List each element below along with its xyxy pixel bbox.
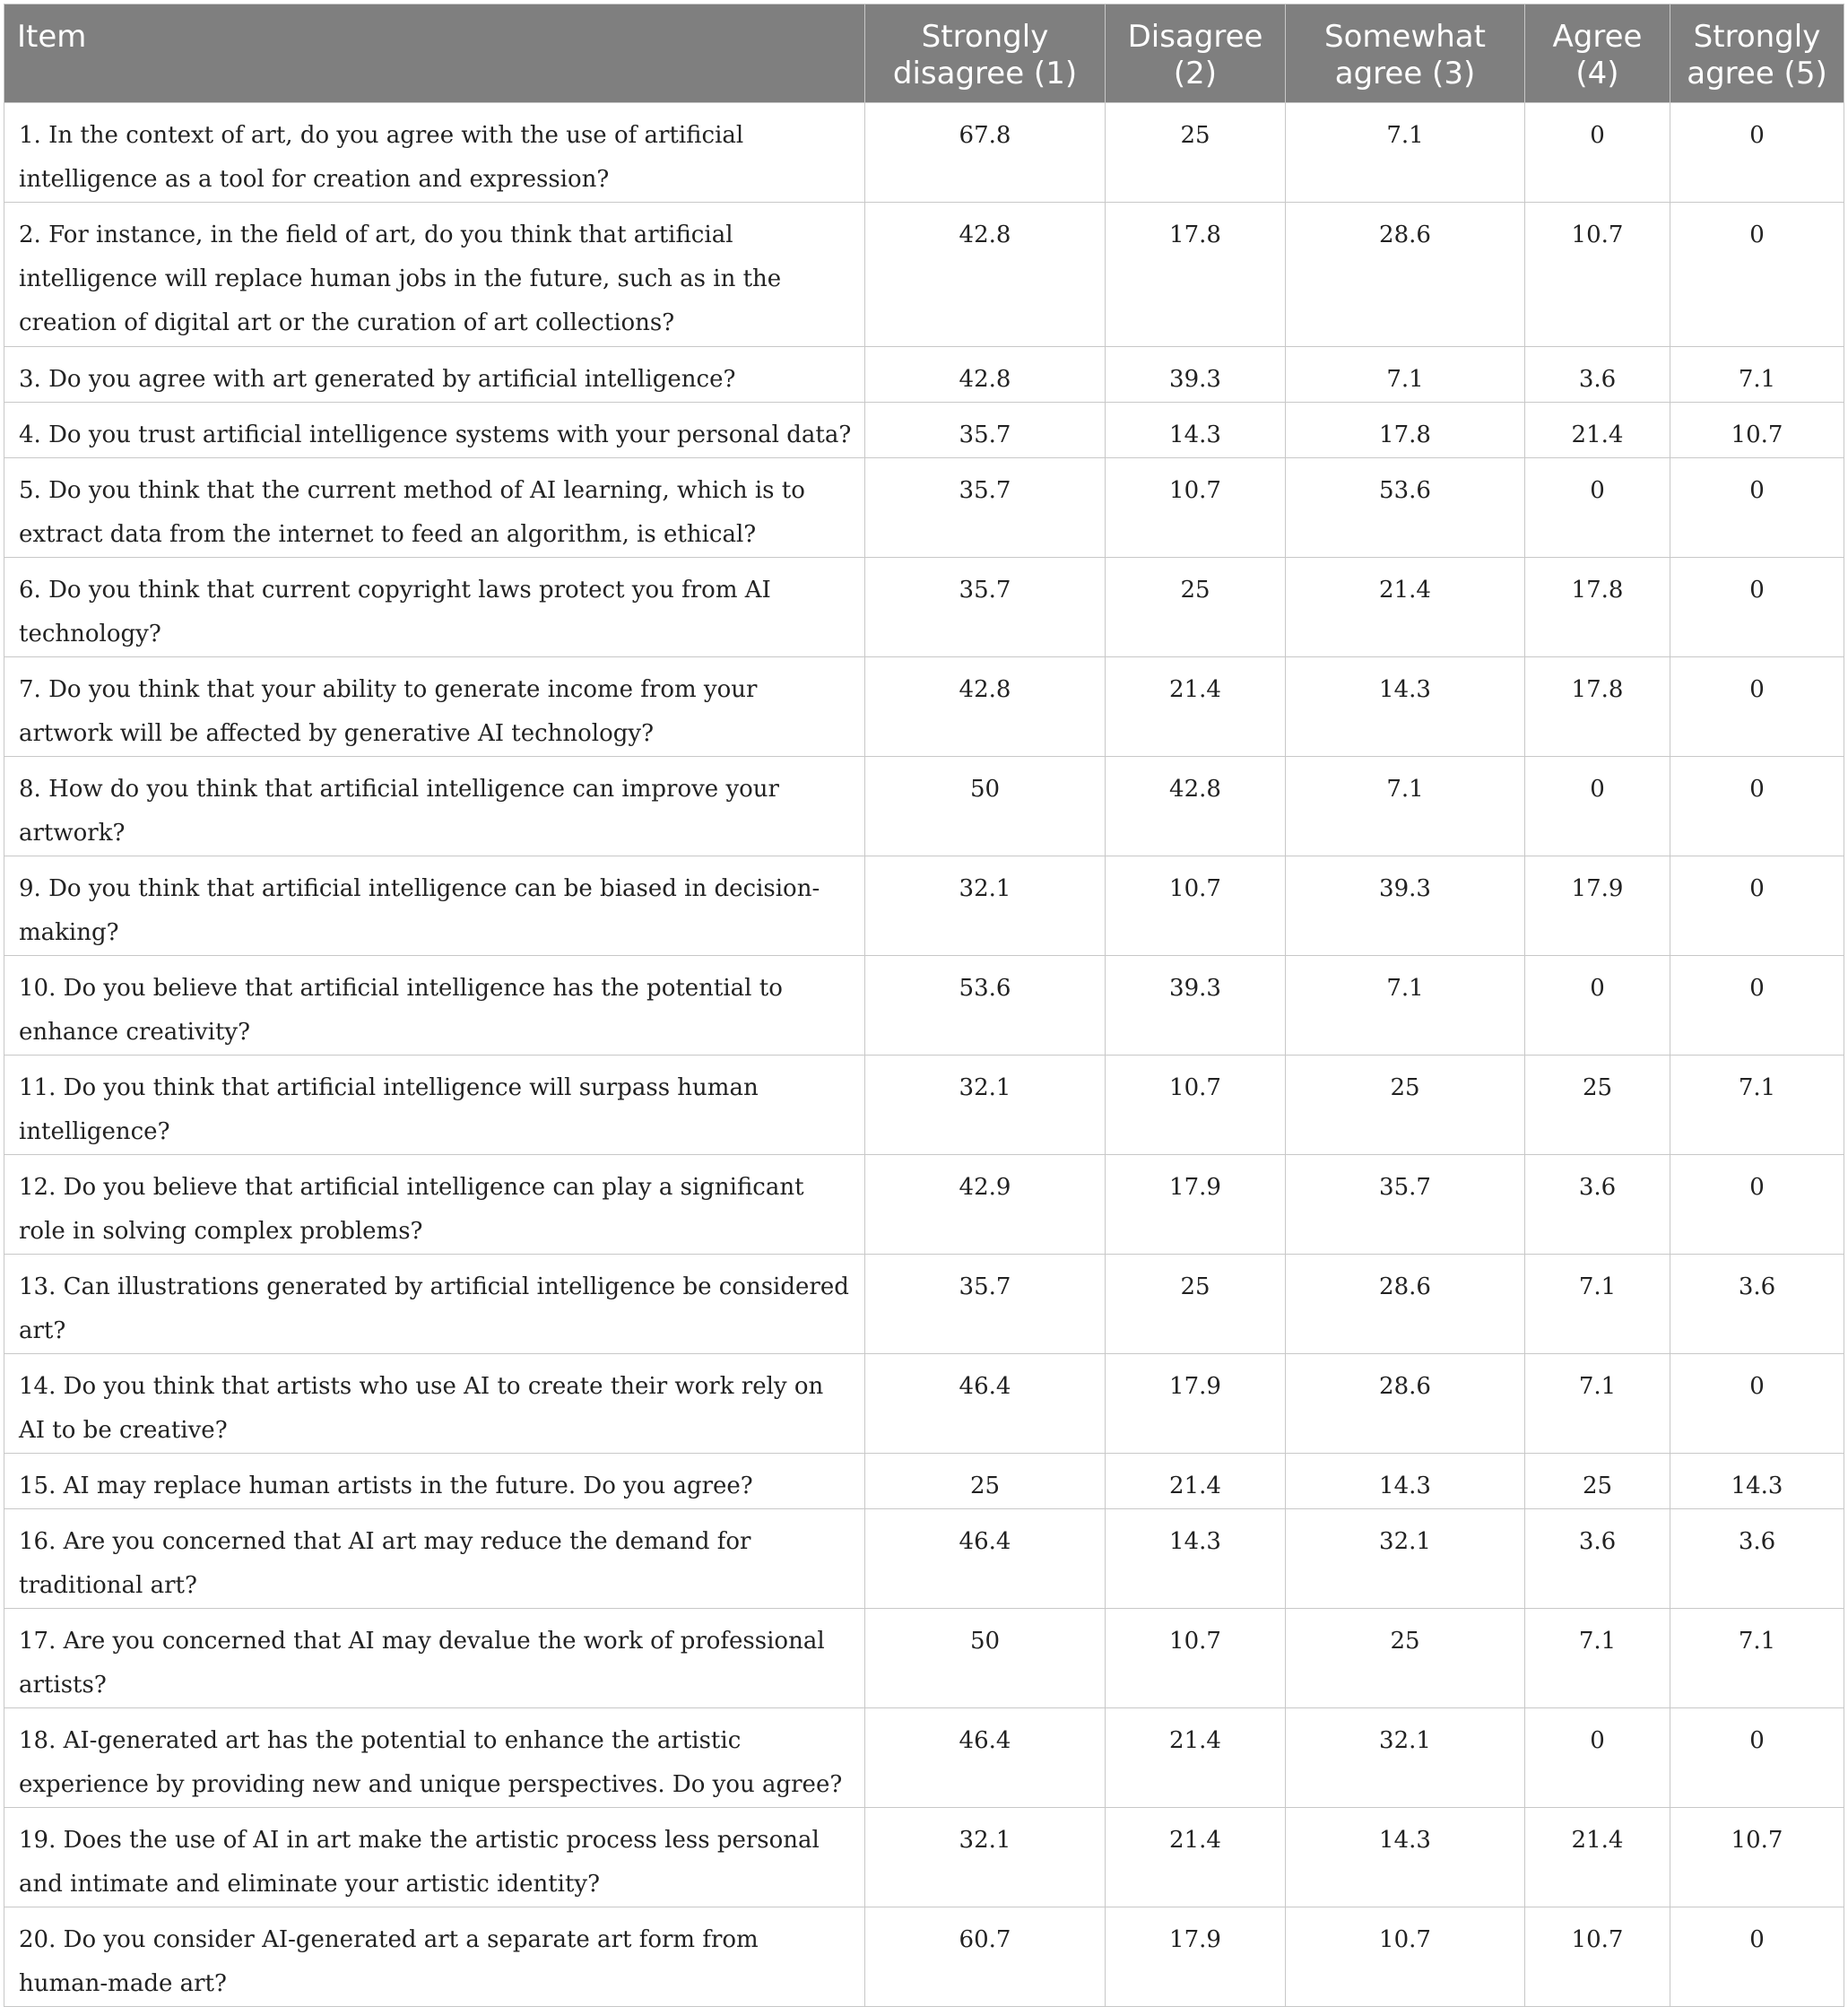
value-cell-strongly-disagree: 35.7: [865, 403, 1106, 458]
value-cell-strongly-agree: 0: [1670, 657, 1844, 757]
value-cell-disagree: 17.8: [1106, 203, 1286, 347]
value-cell-somewhat-agree: 21.4: [1286, 558, 1525, 657]
value-cell-somewhat-agree: 14.3: [1286, 1808, 1525, 1907]
item-cell: 14. Do you think that artists who use AI to create their work rely on AI to be creative?: [4, 1354, 865, 1454]
value-cell-agree: 3.6: [1525, 1155, 1670, 1255]
value-cell-disagree: 14.3: [1106, 1509, 1286, 1609]
value-cell-disagree: 10.7: [1106, 856, 1286, 956]
value-cell-strongly-disagree: 42.8: [865, 347, 1106, 403]
item-cell: 3. Do you agree with art generated by artificial intelligence?: [4, 347, 865, 403]
value-cell-strongly-disagree: 50: [865, 757, 1106, 856]
value-cell-strongly-agree: 0: [1670, 757, 1844, 856]
value-cell-strongly-disagree: 67.8: [865, 103, 1106, 203]
value-cell-disagree: 39.3: [1106, 956, 1286, 1056]
value-cell-somewhat-agree: 39.3: [1286, 856, 1525, 956]
value-cell-disagree: 21.4: [1106, 1454, 1286, 1509]
value-cell-strongly-agree: 10.7: [1670, 1808, 1844, 1907]
value-cell-strongly-disagree: 25: [865, 1454, 1106, 1509]
value-cell-strongly-agree: 7.1: [1670, 347, 1844, 403]
value-cell-strongly-disagree: 32.1: [865, 856, 1106, 956]
value-cell-somewhat-agree: 25: [1286, 1609, 1525, 1708]
value-cell-agree: 10.7: [1525, 1907, 1670, 2007]
value-cell-somewhat-agree: 7.1: [1286, 103, 1525, 203]
value-cell-agree: 25: [1525, 1056, 1670, 1155]
value-cell-agree: 7.1: [1525, 1609, 1670, 1708]
value-cell-strongly-agree: 3.6: [1670, 1509, 1844, 1609]
table-row: [4, 1255, 1844, 1354]
value-cell-disagree: 17.9: [1106, 1907, 1286, 2007]
value-cell-agree: 0: [1525, 956, 1670, 1056]
column-header-agree: Agree (4): [1525, 4, 1670, 103]
value-cell-strongly-disagree: 35.7: [865, 1255, 1106, 1354]
table-row: [4, 1056, 1844, 1155]
value-cell-strongly-agree: 0: [1670, 956, 1844, 1056]
table-row: [4, 458, 1844, 558]
value-cell-agree: 21.4: [1525, 1808, 1670, 1907]
value-cell-somewhat-agree: 14.3: [1286, 657, 1525, 757]
value-cell-agree: 3.6: [1525, 347, 1670, 403]
value-cell-disagree: 10.7: [1106, 458, 1286, 558]
value-cell-disagree: 25: [1106, 1255, 1286, 1354]
item-cell: 13. Can illustrations generated by artificial intelligence be considered art?: [4, 1255, 865, 1354]
value-cell-strongly-agree: 0: [1670, 203, 1844, 347]
value-cell-somewhat-agree: 7.1: [1286, 956, 1525, 1056]
table-row: [4, 856, 1844, 956]
table-row: [4, 1708, 1844, 1808]
value-cell-agree: 17.8: [1525, 657, 1670, 757]
table-row: [4, 757, 1844, 856]
table-row: [4, 558, 1844, 657]
value-cell-strongly-disagree: 42.9: [865, 1155, 1106, 1255]
item-cell: 5. Do you think that the current method of AI learning, which is to extract data from the internet to feed an algorithm, is ethical?: [4, 458, 865, 558]
table-row: [4, 1354, 1844, 1454]
value-cell-strongly-agree: 14.3: [1670, 1454, 1844, 1509]
table-row: [4, 203, 1844, 347]
value-cell-agree: 3.6: [1525, 1509, 1670, 1609]
item-cell: 16. Are you concerned that AI art may reduce the demand for traditional art?: [4, 1509, 865, 1609]
value-cell-disagree: 25: [1106, 558, 1286, 657]
table-header: [4, 4, 1844, 103]
survey-table: [4, 4, 1844, 2007]
column-header-somewhat-agree: Somewhat agree (3): [1286, 4, 1525, 103]
value-cell-agree: 17.9: [1525, 856, 1670, 956]
value-cell-somewhat-agree: 28.6: [1286, 1255, 1525, 1354]
value-cell-strongly-agree: 7.1: [1670, 1056, 1844, 1155]
item-cell: 18. AI-generated art has the potential to enhance the artistic experience by providing new and unique perspectives. Do you agree?: [4, 1708, 865, 1808]
value-cell-disagree: 21.4: [1106, 1708, 1286, 1808]
value-cell-strongly-agree: 0: [1670, 1708, 1844, 1808]
item-cell: 2. For instance, in the field of art, do you think that artificial intelligence will replace human jobs in the future, such as in the creation of digital art or the curation of art collections?: [4, 203, 865, 347]
column-header-strongly-disagree: Strongly disagree (1): [865, 4, 1106, 103]
value-cell-somewhat-agree: 32.1: [1286, 1509, 1525, 1609]
column-header-strongly-agree: Strongly agree (5): [1670, 4, 1844, 103]
value-cell-agree: 17.8: [1525, 558, 1670, 657]
value-cell-strongly-agree: 10.7: [1670, 403, 1844, 458]
value-cell-strongly-agree: 0: [1670, 458, 1844, 558]
item-cell: 20. Do you consider AI-generated art a separate art form from human-made art?: [4, 1907, 865, 2007]
item-cell: 15. AI may replace human artists in the future. Do you agree?: [4, 1454, 865, 1509]
value-cell-somewhat-agree: 7.1: [1286, 347, 1525, 403]
table-row: [4, 1907, 1844, 2007]
item-cell: 12. Do you believe that artificial intelligence can play a significant role in solving complex problems?: [4, 1155, 865, 1255]
value-cell-agree: 0: [1525, 103, 1670, 203]
value-cell-somewhat-agree: 10.7: [1286, 1907, 1525, 2007]
value-cell-somewhat-agree: 14.3: [1286, 1454, 1525, 1509]
value-cell-agree: 0: [1525, 757, 1670, 856]
value-cell-strongly-disagree: 46.4: [865, 1509, 1106, 1609]
table-row: [4, 1454, 1844, 1509]
value-cell-strongly-agree: 0: [1670, 103, 1844, 203]
value-cell-somewhat-agree: 28.6: [1286, 203, 1525, 347]
value-cell-strongly-disagree: 32.1: [865, 1808, 1106, 1907]
value-cell-strongly-agree: 0: [1670, 1907, 1844, 2007]
table-row: [4, 347, 1844, 403]
table-row: [4, 1609, 1844, 1708]
item-cell: 6. Do you think that current copyright laws protect you from AI technology?: [4, 558, 865, 657]
value-cell-disagree: 21.4: [1106, 657, 1286, 757]
value-cell-somewhat-agree: 53.6: [1286, 458, 1525, 558]
value-cell-agree: 7.1: [1525, 1354, 1670, 1454]
value-cell-strongly-agree: 0: [1670, 558, 1844, 657]
table-row: [4, 403, 1844, 458]
value-cell-strongly-disagree: 35.7: [865, 458, 1106, 558]
item-cell: 1. In the context of art, do you agree with the use of artificial intelligence as a tool for creation and expression?: [4, 103, 865, 203]
value-cell-agree: 7.1: [1525, 1255, 1670, 1354]
value-cell-disagree: 14.3: [1106, 403, 1286, 458]
table-row: [4, 1155, 1844, 1255]
value-cell-strongly-disagree: 42.8: [865, 657, 1106, 757]
value-cell-somewhat-agree: 35.7: [1286, 1155, 1525, 1255]
value-cell-strongly-agree: 3.6: [1670, 1255, 1844, 1354]
value-cell-agree: 0: [1525, 1708, 1670, 1808]
value-cell-disagree: 39.3: [1106, 347, 1286, 403]
value-cell-disagree: 17.9: [1106, 1155, 1286, 1255]
value-cell-strongly-disagree: 46.4: [865, 1708, 1106, 1808]
item-cell: 7. Do you think that your ability to generate income from your artwork will be affected by generative AI technology?: [4, 657, 865, 757]
value-cell-strongly-agree: 7.1: [1670, 1609, 1844, 1708]
value-cell-strongly-disagree: 60.7: [865, 1907, 1106, 2007]
column-header-item: Item: [4, 4, 865, 103]
value-cell-agree: 10.7: [1525, 203, 1670, 347]
item-cell: 11. Do you think that artificial intelligence will surpass human intelligence?: [4, 1056, 865, 1155]
item-cell: 4. Do you trust artificial intelligence systems with your personal data?: [4, 403, 865, 458]
value-cell-agree: 21.4: [1525, 403, 1670, 458]
value-cell-strongly-disagree: 46.4: [865, 1354, 1106, 1454]
value-cell-disagree: 17.9: [1106, 1354, 1286, 1454]
item-cell: 19. Does the use of AI in art make the artistic process less personal and intimate and eliminate your artistic identity?: [4, 1808, 865, 1907]
value-cell-strongly-agree: 0: [1670, 856, 1844, 956]
value-cell-somewhat-agree: 25: [1286, 1056, 1525, 1155]
value-cell-somewhat-agree: 7.1: [1286, 757, 1525, 856]
value-cell-strongly-agree: 0: [1670, 1155, 1844, 1255]
value-cell-disagree: 10.7: [1106, 1609, 1286, 1708]
table-row: [4, 1808, 1844, 1907]
item-cell: 17. Are you concerned that AI may devalue the work of professional artists?: [4, 1609, 865, 1708]
value-cell-disagree: 10.7: [1106, 1056, 1286, 1155]
value-cell-strongly-disagree: 35.7: [865, 558, 1106, 657]
value-cell-strongly-disagree: 53.6: [865, 956, 1106, 1056]
table-body: [4, 103, 1844, 2007]
value-cell-disagree: 21.4: [1106, 1808, 1286, 1907]
table-row: [4, 103, 1844, 203]
value-cell-strongly-disagree: 42.8: [865, 203, 1106, 347]
table-row: [4, 956, 1844, 1056]
table-row: [4, 657, 1844, 757]
value-cell-somewhat-agree: 28.6: [1286, 1354, 1525, 1454]
item-cell: 9. Do you think that artificial intelligence can be biased in decision-making?: [4, 856, 865, 956]
value-cell-agree: 25: [1525, 1454, 1670, 1509]
table-row: [4, 1509, 1844, 1609]
value-cell-somewhat-agree: 17.8: [1286, 403, 1525, 458]
value-cell-strongly-disagree: 50: [865, 1609, 1106, 1708]
value-cell-disagree: 42.8: [1106, 757, 1286, 856]
value-cell-agree: 0: [1525, 458, 1670, 558]
column-header-disagree: Disagree (2): [1106, 4, 1286, 103]
item-cell: 10. Do you believe that artificial intelligence has the potential to enhance creativity?: [4, 956, 865, 1056]
value-cell-somewhat-agree: 32.1: [1286, 1708, 1525, 1808]
value-cell-disagree: 25: [1106, 103, 1286, 203]
item-cell: 8. How do you think that artificial intelligence can improve your artwork?: [4, 757, 865, 856]
value-cell-strongly-agree: 0: [1670, 1354, 1844, 1454]
value-cell-strongly-disagree: 32.1: [865, 1056, 1106, 1155]
header-row: [4, 4, 1844, 103]
